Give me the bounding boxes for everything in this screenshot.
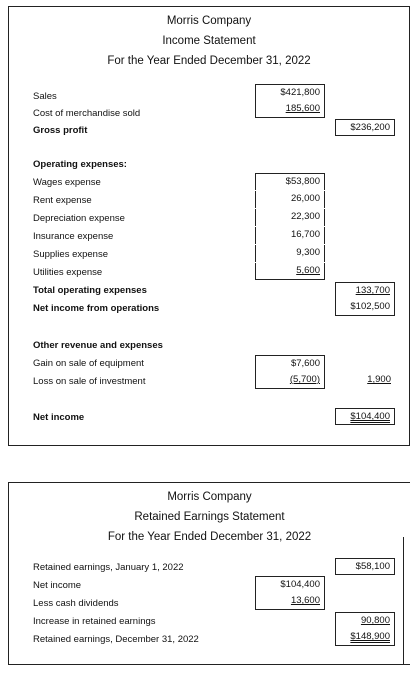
loss-label: Loss on sale of investment	[33, 376, 146, 387]
re-increase-label: Increase in retained earnings	[33, 616, 156, 627]
retained-earnings-statement	[8, 482, 410, 665]
right-border-line	[403, 537, 404, 664]
re-net-income-value: $104,400	[255, 576, 325, 593]
opex-value-depreciation: 22,300	[255, 209, 325, 226]
opex-label-rent: Rent expense	[33, 195, 92, 206]
gross-profit-label: Gross profit	[33, 125, 88, 136]
total-opex-label: Total operating expenses	[33, 285, 147, 296]
cogs-label: Cost of merchandise sold	[33, 108, 141, 119]
opex-value-utilities: 5,600	[255, 263, 325, 280]
opex-label-wages: Wages expense	[33, 177, 101, 188]
opex-label-utilities: Utilities expense	[33, 267, 103, 278]
opex-value-wages: $53,800	[255, 173, 325, 190]
company-name: Morris Company	[167, 491, 252, 503]
total-opex-value: 133,700	[335, 282, 395, 299]
opex-value-insurance: 16,700	[255, 227, 325, 244]
re-ending-label: Retained earnings, December 31, 2022	[33, 634, 199, 645]
opex-value-supplies: 9,300	[255, 245, 325, 262]
sales-label: Sales	[33, 91, 57, 102]
income-statement-header	[9, 11, 409, 71]
retained-earnings-header	[9, 487, 410, 547]
other-net-value: 1,900	[367, 374, 391, 385]
opex-label-depreciation: Depreciation expense	[33, 213, 125, 224]
net-ops-label: Net income from operations	[33, 303, 160, 314]
statement-period: For the Year Ended December 31, 2022	[107, 531, 312, 543]
opex-header: Operating expenses:	[33, 159, 127, 170]
gain-value: $7,600	[255, 355, 325, 372]
re-beginning-label: Retained earnings, January 1, 2022	[33, 562, 184, 573]
other-header: Other revenue and expenses	[33, 340, 163, 351]
statement-period: For the Year Ended December 31, 2022	[107, 55, 311, 67]
gross-profit-value: $236,200	[335, 119, 395, 136]
opex-label-insurance: Insurance expense	[33, 231, 114, 242]
income-statement	[8, 6, 410, 446]
opex-label-supplies: Supplies expense	[33, 249, 108, 260]
statement-title: Income Statement	[162, 35, 256, 47]
re-increase-value: 90,800	[335, 612, 395, 629]
re-dividends-label: Less cash dividends	[33, 598, 119, 609]
loss-value: (5,700)	[255, 372, 325, 389]
cogs-value: 185,600	[255, 101, 325, 118]
opex-value-rent: 26,000	[255, 191, 325, 208]
net-income-label: Net income	[33, 412, 85, 423]
company-name: Morris Company	[166, 15, 252, 27]
net-income-value: $104,400	[335, 408, 395, 425]
gain-label: Gain on sale of equipment	[33, 358, 144, 369]
statement-title: Retained Earnings Statement	[134, 511, 285, 523]
re-net-income-label: Net income	[33, 580, 82, 591]
re-dividends-value: 13,600	[255, 593, 325, 610]
sales-value: $421,800	[255, 84, 325, 101]
net-ops-value: $102,500	[335, 299, 395, 316]
re-ending-value: $148,900	[335, 629, 395, 646]
re-beginning-value: $58,100	[335, 558, 395, 575]
